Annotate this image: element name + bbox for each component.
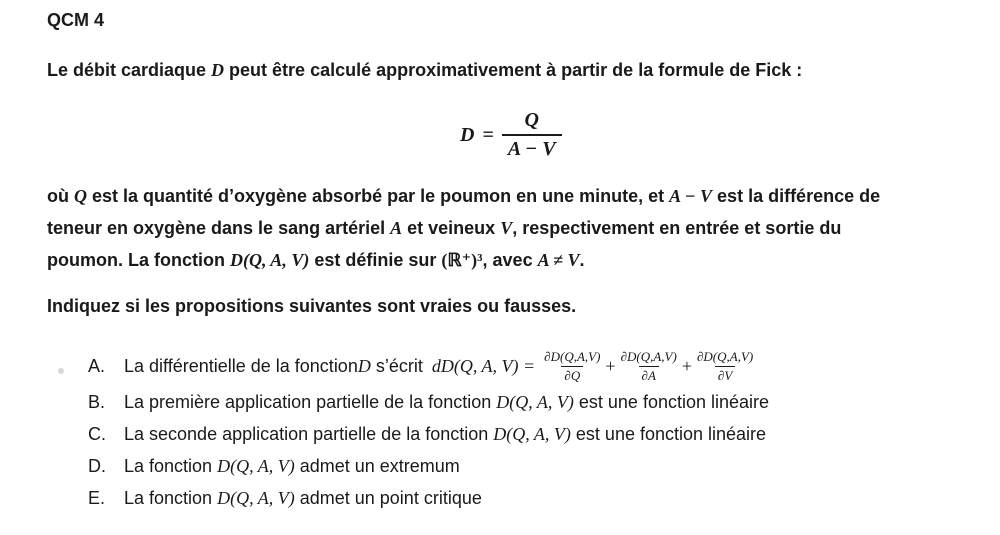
text-segment: et veineux bbox=[402, 218, 501, 238]
paragraph-line-1 bbox=[47, 180, 967, 212]
intro-text-end: peut être calculé approximativement à partir de la formule de Fick : bbox=[224, 60, 803, 80]
option-text: est une fonction linéaire bbox=[570, 424, 767, 444]
partial-denominator: ∂Q bbox=[561, 366, 583, 384]
condition-a-neq-v: A ≠ V bbox=[537, 250, 580, 270]
option-c bbox=[88, 424, 766, 445]
option-letter: A. bbox=[88, 355, 106, 376]
margin-mark bbox=[58, 368, 64, 374]
option-a bbox=[88, 346, 758, 386]
function-d: D(Q, A, V) bbox=[217, 488, 295, 508]
plus-sign: + bbox=[681, 355, 692, 376]
option-letter: C. bbox=[88, 424, 106, 444]
text-segment: , avec bbox=[482, 250, 538, 270]
option-text: La première application partielle de la fonction bbox=[124, 392, 497, 412]
var-a: A bbox=[390, 218, 403, 238]
paragraph-line-3 bbox=[47, 244, 967, 276]
fick-formula bbox=[460, 105, 562, 165]
option-text: La différentielle de la fonction bbox=[124, 355, 358, 376]
option-b bbox=[88, 392, 769, 413]
option-text: est une fonction linéaire bbox=[573, 392, 770, 412]
function-d: D(Q, A, V) bbox=[217, 456, 295, 476]
text-segment: , respectivement en entrée et sortie du bbox=[512, 218, 842, 238]
text-segment: où bbox=[47, 186, 74, 206]
option-text: admet un extremum bbox=[294, 456, 460, 476]
partial-q bbox=[541, 349, 603, 384]
option-text: La fonction bbox=[124, 488, 218, 508]
formula-equals: = bbox=[482, 123, 494, 146]
function-d: D(Q, A, V) bbox=[493, 424, 571, 444]
partial-numerator: ∂D(Q,A,V) bbox=[696, 348, 754, 364]
option-e bbox=[88, 488, 482, 509]
intro-text-start: Le débit cardiaque bbox=[47, 60, 212, 80]
formula-denominator: A − V bbox=[502, 134, 562, 161]
paragraph-line-2 bbox=[47, 212, 967, 244]
function-d: D(Q, A, V) bbox=[496, 392, 574, 412]
formula-lhs: D bbox=[460, 123, 475, 146]
partial-numerator: ∂D(Q,A,V) bbox=[620, 348, 677, 364]
option-letter: E. bbox=[88, 488, 106, 508]
formula-numerator: Q bbox=[524, 109, 539, 131]
option-d bbox=[88, 456, 460, 477]
formula-fraction bbox=[502, 109, 562, 161]
option-letter: D. bbox=[88, 456, 106, 476]
partial-a bbox=[618, 349, 680, 384]
domain-r-plus-cubed: (ℝ⁺)³ bbox=[441, 250, 483, 270]
partial-v bbox=[694, 349, 756, 384]
plus-sign: + bbox=[605, 355, 616, 376]
var-v: V bbox=[500, 218, 513, 238]
text-segment: teneur en oxygène dans le sang artériel bbox=[47, 218, 391, 238]
explanation-paragraph bbox=[47, 180, 967, 276]
text-segment: est la différence de bbox=[712, 186, 881, 206]
option-text: La fonction bbox=[124, 456, 218, 476]
differential-lhs: dD(Q, A, V) = bbox=[431, 355, 536, 376]
var-q: Q bbox=[74, 186, 87, 206]
question-title: QCM 4 bbox=[47, 10, 105, 30]
text-segment: poumon. La fonction bbox=[47, 250, 230, 270]
function-d: D(Q, A, V) bbox=[229, 250, 310, 270]
option-text: s’écrit bbox=[370, 355, 428, 376]
option-text: admet un point critique bbox=[294, 488, 482, 508]
text-segment: est définie sur bbox=[309, 250, 442, 270]
option-text: La seconde application partielle de la fonction bbox=[124, 424, 494, 444]
partial-denominator: ∂A bbox=[639, 366, 659, 384]
intro-sentence bbox=[47, 60, 802, 81]
partial-numerator: ∂D(Q,A,V) bbox=[544, 348, 601, 364]
option-letter: B. bbox=[88, 392, 106, 412]
text-segment: . bbox=[579, 250, 585, 270]
partial-denominator: ∂V bbox=[715, 366, 735, 384]
var-d: D bbox=[357, 355, 371, 376]
expr-a-minus-v: A − V bbox=[669, 186, 713, 206]
text-segment: est la quantité d’oxygène absorbé par le poumon en une minute, et bbox=[87, 186, 670, 206]
var-d: D bbox=[211, 60, 225, 80]
instruction: Indiquez si les propositions suivantes sont vraies ou fausses. bbox=[47, 296, 577, 316]
